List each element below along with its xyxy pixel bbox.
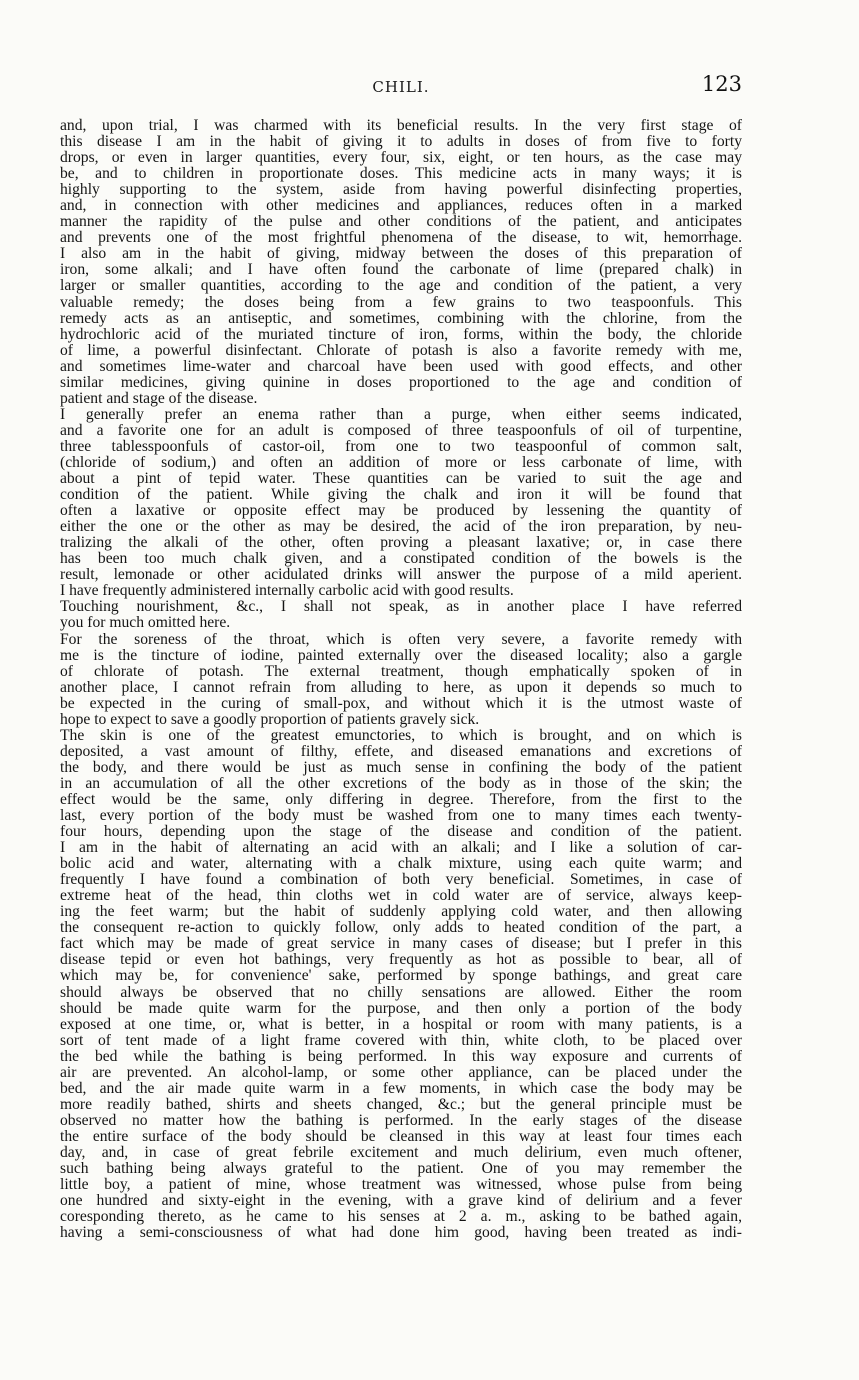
paragraph <box>60 599 742 631</box>
text-line: Touching nourishment, &c., I shall not speak, as in another place I have referred <box>60 599 742 616</box>
text-line: of lime, a powerful disinfectant. Chlorate of potash is also a favorite remedy with me, <box>60 342 742 359</box>
text-line: manner the rapidity of the pulse and other conditions of the patient, and anticipates <box>60 214 742 231</box>
text-line: and, upon trial, I was charmed with its beneficial results. In the very first stage of <box>60 118 742 134</box>
text-line: little boy, a patient of mine, whose treatment was witnessed, whose pulse from being <box>60 1177 742 1194</box>
text-line: exposed at one time, or, what is better, in a hospital or room with many patients, is a <box>60 1016 742 1033</box>
text-line: similar medicines, giving quinine in doses proportioned to the age and condition of <box>60 374 742 391</box>
text-line: often a laxative or opposite effect may be produced by lessening the quantity of <box>60 503 742 520</box>
text-line: the entire surface of the body should be cleansed in this way at least four times each <box>60 1128 742 1145</box>
paragraph <box>60 632 742 728</box>
paragraph <box>60 118 742 407</box>
text-line: remedy acts as an antiseptic, and sometimes, combining with the chlorine, from the <box>60 310 742 327</box>
text-line: (chloride of sodium,) and often an addition of more or less carbonate of lime, with <box>60 454 742 471</box>
text-line: and, in connection with other medicines and appliances, reduces often in a marked <box>60 198 742 215</box>
text-line: one hundred and sixty-eight in the evening, with a grave kind of delirium and a fever <box>60 1193 742 1210</box>
text-line: about a pint of tepid water. These quantities can be varied to suit the age and <box>60 471 742 488</box>
text-line: you for much omitted here. <box>60 615 231 632</box>
text-line: bed, and the air made quite warm in a few moments, in which case the body may be <box>60 1080 742 1097</box>
text-line: larger or smaller quantities, according to the age and condition of the patient, a very <box>60 278 742 295</box>
text-line: patient and stage of the disease. <box>60 390 258 407</box>
text-line: The skin is one of the greatest emunctories, to which is brought, and on which is <box>60 727 742 744</box>
text-line: frequently I have found a combination of both very beneficial. Sometimes, in case of <box>60 872 742 889</box>
text-line: highly supporting to the system, aside from having powerful disinfecting properties, <box>60 182 742 199</box>
text-line: the bed while the bathing is being performed. In this way exposure and currents of <box>60 1048 742 1065</box>
text-line: and sometimes lime-water and charcoal have been used with good effects, and other <box>60 358 742 375</box>
text-line: the body, and there would be just as much sense in confining the body of the patient <box>60 759 742 776</box>
text-line: more readily bathed, shirts and sheets changed, &c.; but the general principle must be <box>60 1096 742 1113</box>
text-line: extreme heat of the head, thin cloths wet in cold water are of service, always keep- <box>60 888 742 905</box>
text-line: hope to expect to save a goodly proportion of patients gravely sick. <box>60 711 480 728</box>
text-line: sort of tent made of a light frame covered with thin, white cloth, to be placed over <box>60 1032 742 1049</box>
text-line: disease tepid or even hot bathings, very frequently as hot as possible to bear, all of <box>60 952 742 969</box>
text-line: observed no matter how the bathing is performed. In the early stages of the disease <box>60 1112 742 1129</box>
text-line: air are prevented. An alcohol-lamp, or some other appliance, can be placed under the <box>60 1064 742 1081</box>
text-line: deposited, a vast amount of filthy, effete, and diseased emanations and excretions of <box>60 743 742 760</box>
text-line: tralizing the alkali of the other, often proving a pleasant laxative; or, in case there <box>60 535 742 552</box>
text-line: in an accumulation of all the other excretions of the body as in those of the skin; the <box>60 775 742 792</box>
text-line: four hours, depending upon the stage of the disease and condition of the patient. <box>60 824 742 841</box>
text-line: has been too much chalk given, and a constipated condition of the bowels is the <box>60 551 742 568</box>
text-line: be expected in the curing of small-pox, and without which it is the utmost waste of <box>60 695 742 712</box>
text-line: I am in the habit of alternating an acid with an alkali; and I like a solution of car- <box>60 840 742 857</box>
text-line: and a favorite one for an adult is composed of three teaspoonfuls of oil of turpentine, <box>60 422 742 439</box>
text-line: last, every portion of the body must be washed from one to many times each twenty- <box>60 808 742 825</box>
text-line: of chlorate of potash. The external treatment, though emphatically spoken of in <box>60 663 742 680</box>
text-line: and prevents one of the most frightful phenomena of the disease, to wit, hemorrhage. <box>60 230 742 247</box>
text-line: condition of the patient. While giving the chalk and iron it will be found that <box>60 487 742 504</box>
text-line: I generally prefer an enema rather than a purge, when either seems indicated, <box>60 406 742 423</box>
text-line: should be made quite warm for the purpose, and then only a portion of the body <box>60 1000 742 1017</box>
text-line: should always be observed that no chilly sensations are allowed. Either the room <box>60 984 742 1001</box>
body-text <box>60 118 742 1241</box>
text-line: three tablesspoonfuls of castor-oil, from one to two teaspoonful of common salt, <box>60 438 742 455</box>
text-line: drops, or even in larger quantities, every four, six, eight, or ten hours, as the case may <box>60 150 742 167</box>
text-line: I have frequently administered internally carbolic acid with good results. <box>60 583 514 600</box>
text-line: be, and to children in proportionate doses. This medicine acts in many ways; it is <box>60 166 742 183</box>
text-line: result, lemonade or other acidulated drinks will answer the purpose of a mild aperient. <box>60 567 742 584</box>
running-head: CHILI. <box>372 78 430 96</box>
text-line: valuable remedy; the doses being from a few grains to two teaspoonfuls. This <box>60 294 742 311</box>
text-line: bolic acid and water, alternating with a chalk mixture, using each quite warm; and <box>60 856 742 873</box>
text-line: having a semi-consciousness of what had done him good, having been treated as indi- <box>60 1225 742 1242</box>
text-line: the consequent re-action to quickly follow, only adds to heated condition of the part, a <box>60 920 742 937</box>
text-line: day, and, in case of great febrile excitement and much delirium, even much oftener, <box>60 1145 742 1161</box>
text-line: coresponding thereto, as he came to his senses at 2 a. m., asking to be bathed again, <box>60 1209 742 1226</box>
text-line: this disease I am in the habit of giving it to adults in doses of from five to forty <box>60 134 742 151</box>
text-line: fact which may be made of great service in many cases of disease; but I prefer in this <box>60 936 742 953</box>
text-line: I also am in the habit of giving, midway between the doses of this preparation of <box>60 246 742 263</box>
paragraph <box>60 728 742 1242</box>
text-line: me is the tincture of iodine, painted externally over the diseased locality; also a gargle <box>60 647 742 664</box>
text-line: either the one or the other as may be desired, the acid of the iron preparation, by neu- <box>60 519 742 536</box>
text-line: hydrochloric acid of the muriated tincture of iron, forms, within the body, the chloride <box>60 326 742 343</box>
page-header <box>60 72 742 102</box>
page-number: 123 <box>701 72 742 96</box>
text-line: another place, I cannot refrain from alluding to here, as upon it depends so much to <box>60 679 742 696</box>
text-line: such bathing being always grateful to the patient. One of you may remember the <box>60 1161 742 1178</box>
text-line: iron, some alkali; and I have often found the carbonate of lime (prepared chalk) in <box>60 262 742 279</box>
paragraph <box>60 407 742 600</box>
text-line: which may be, for convenience' sake, performed by sponge bathings, and great care <box>60 968 742 985</box>
text-line: For the soreness of the throat, which is often very severe, a favorite remedy with <box>60 631 742 648</box>
text-line: effect would be the same, only differing in degree. Therefore, from the first to the <box>60 791 742 808</box>
text-line: ing the feet warm; but the habit of suddenly applying cold water, and then allowing <box>60 904 742 921</box>
